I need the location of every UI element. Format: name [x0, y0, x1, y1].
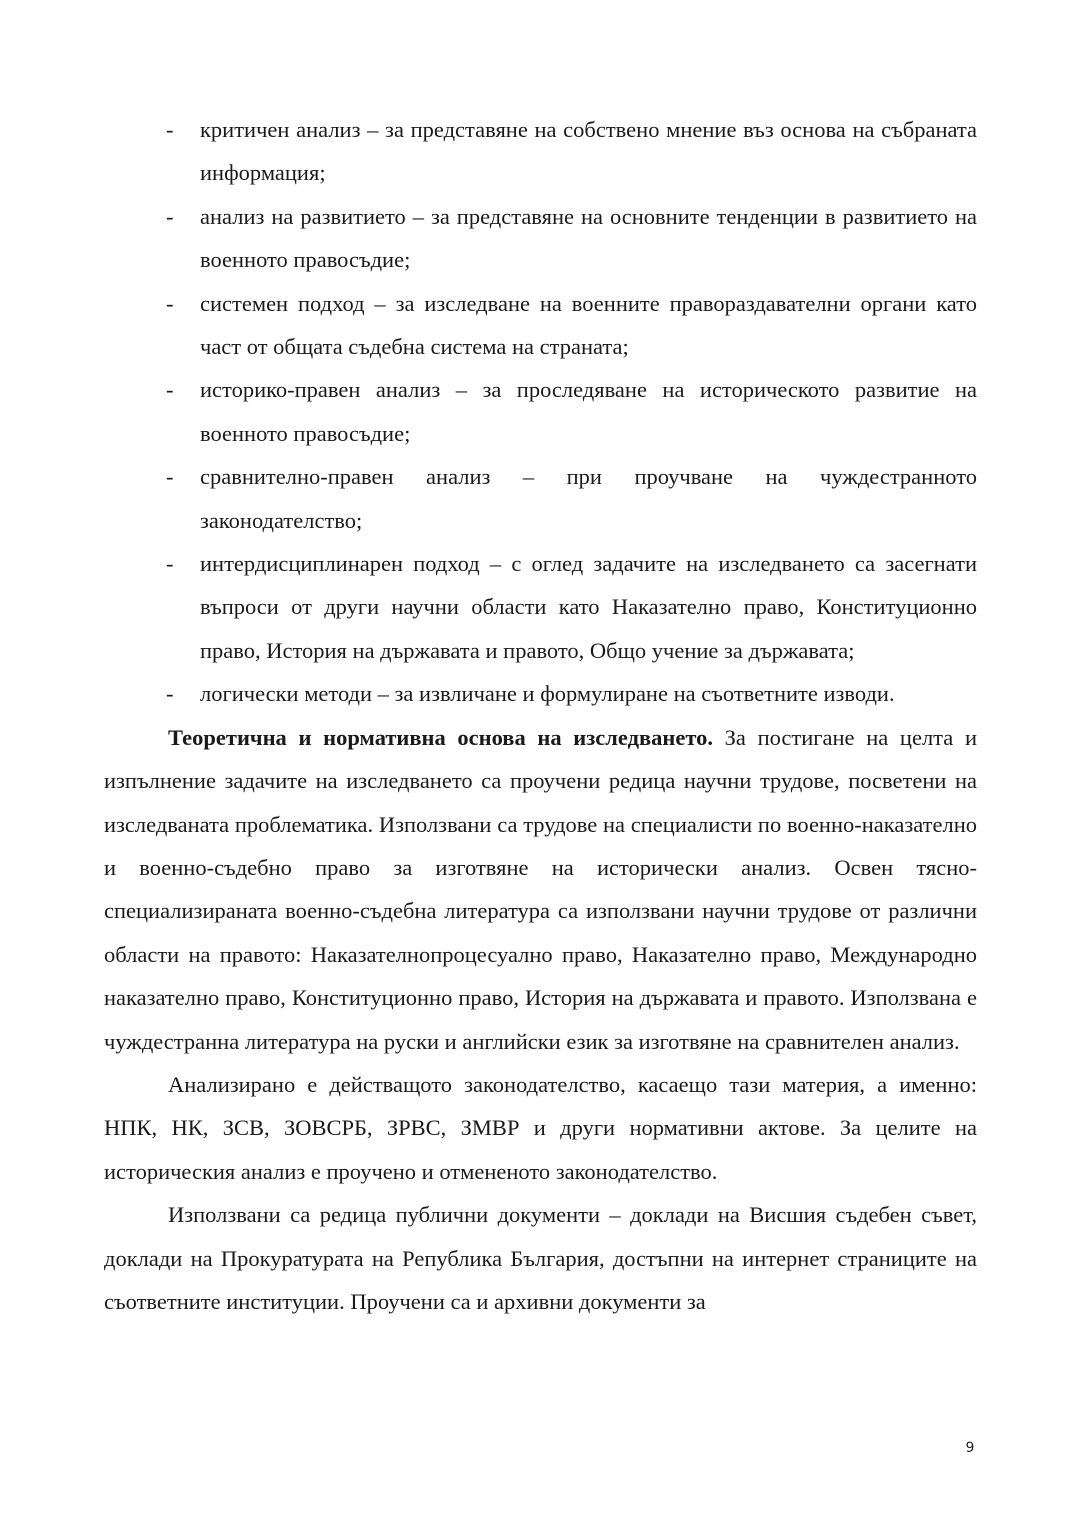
list-item-text: анализ на развитието – за представяне на основните тенденции в развитието на военното правосъдие; — [200, 203, 977, 273]
list-item — [104, 282, 977, 369]
documents-paragraph: Използвани са редица публични документи – доклади на Висшия съдебен съвет, доклади на Прокуратурата на Република България, достъпни на интернет страниците на съответните институции. Проучени са и архивни документи за — [104, 1202, 977, 1314]
list-marker: - — [166, 377, 174, 403]
list-item — [104, 455, 977, 542]
list-item-text: критичен анализ – за представяне на собствено мнение въз основа на събраната информация; — [200, 117, 977, 186]
list-item — [104, 672, 977, 715]
list-item — [104, 108, 977, 195]
list-item — [104, 368, 977, 455]
list-marker: - — [166, 551, 174, 577]
theoretical-basis-paragraph — [104, 716, 977, 1063]
list-item-text: логически методи – за извличане и формулиране на съответните изводи. — [200, 681, 895, 707]
list-item — [104, 542, 977, 672]
list-item-text: интердисциплинарен подход – с оглед задачите на изследването са засегнати въпроси от други научни области като Наказателно право, Конституционно право, История на държавата и правото, Общо учение за държавата; — [200, 551, 977, 663]
list-marker: - — [166, 464, 174, 490]
list-item-text: историко-правен анализ – за проследяване на историческото развитие на военното правосъдие; — [200, 377, 977, 446]
page-number: 9 — [965, 1440, 975, 1456]
paragraph-text: За постигане на целта и изпълнение задачите на изследването са проучени редица научни трудове, посветени на изследваната проблематика. Използвани са трудове на специалисти по военно-наказателно и военно-съдебно право за изготвяне на исторически анализ. Освен тясно-специализираната военно-съдебна литература са използвани научни трудове от различни области на правото: Наказателнопроцесуално право, Наказателно право, Международно наказателно право, Конституционно право, История на държавата и правото. Използвана е чуждестранна литература на руски и английски език за изготвяне на сравнителен анализ. — [104, 724, 977, 1054]
legislation-paragraph: Анализирано е действащото законодателство, касаещо тази материя, а именно: НПК, НК, ЗСВ, ЗОВСРБ, ЗРВС, ЗМВР и други нормативни актове. За целите на историческия анализ е проучено и отмененото законодателство. — [104, 1071, 977, 1184]
list-item-text: системен подход – за изследване на военните правораздавателни органи като част от общата съдебна система на страната; — [200, 290, 977, 360]
section-heading: Теоретична и нормативна основа на изследването. — [168, 724, 713, 750]
list-marker: - — [166, 117, 174, 142]
list-marker: - — [166, 203, 174, 229]
document-page — [104, 108, 977, 1323]
list-item — [104, 195, 977, 282]
methods-list — [104, 108, 977, 716]
list-marker: - — [166, 290, 174, 316]
list-marker: - — [166, 681, 174, 707]
list-item-text: сравнително-правен анализ – при проучване на чуждестранното законодателство; — [200, 464, 977, 533]
